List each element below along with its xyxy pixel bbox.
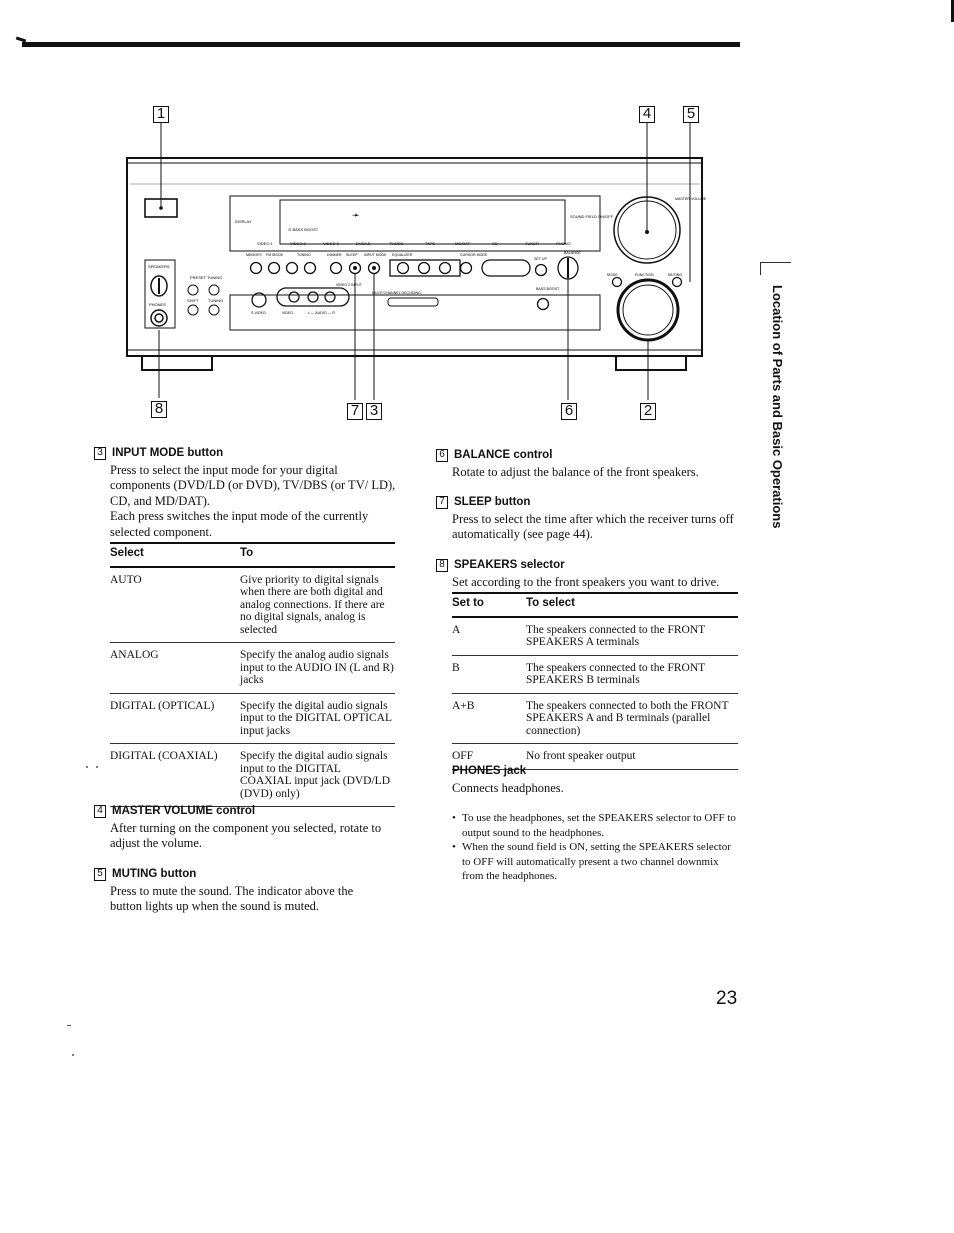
section-title: PHONES jack	[452, 765, 527, 777]
table-header: Set to	[452, 593, 526, 617]
section-body: Press to select the time after which the receiver turns off automatically (see page 44).	[452, 511, 734, 541]
svg-text:TAPE: TAPE	[425, 241, 436, 246]
svg-text:MD/DAT: MD/DAT	[455, 241, 471, 246]
left-foot	[142, 356, 212, 370]
display-frame	[230, 196, 600, 251]
header-rule	[22, 42, 740, 47]
section-title: SLEEP button	[454, 496, 531, 508]
svg-text:BALANCE: BALANCE	[564, 251, 581, 255]
section-title: MASTER VOLUME control	[112, 805, 256, 817]
sleep-section	[436, 495, 736, 543]
section-tab-marker	[760, 262, 791, 275]
section-body: Connects headphones.	[452, 780, 564, 795]
svg-text:EQUALIZER: EQUALIZER	[392, 253, 413, 257]
phones-section	[452, 764, 742, 796]
bass-boost-button	[538, 299, 549, 310]
table-cell: The speakers connected to both the FRONT SPEAKERS A and B terminals (parallel connection)	[526, 693, 738, 744]
section-number: 5	[94, 868, 106, 881]
table-cell: DIGITAL (COAXIAL)	[110, 744, 240, 807]
video2-input-jacks	[277, 288, 349, 306]
chapter-side-title-text: Location of Parts and Basic Operations	[770, 285, 785, 529]
svg-text:TUNING: TUNING	[297, 253, 311, 257]
page-number: 23	[716, 988, 738, 1009]
chapter-side-title	[745, 285, 805, 529]
speakers-label: SPEAKERS	[148, 264, 170, 269]
section-body: Set according to the front speakers you want to drive.	[452, 574, 720, 589]
master-volume-label: MASTER VOLUME	[675, 197, 707, 201]
mode-button	[613, 278, 622, 287]
function-buttons	[251, 257, 579, 279]
section-body: Rotate to adjust the balance of the front speakers.	[452, 464, 699, 479]
svg-text:TUNER: TUNER	[525, 241, 539, 246]
phones-jack	[151, 310, 167, 326]
muting-label: MUTING	[668, 273, 683, 277]
table-cell: DIGITAL (OPTICAL)	[110, 693, 240, 744]
bass-boost-label: BASS BOOST	[536, 287, 560, 291]
shift-label: SHIFT	[187, 298, 199, 303]
mode-label: MODE	[607, 273, 618, 277]
table-row	[452, 693, 738, 744]
scan-speck	[67, 1025, 71, 1026]
preset-tuning-label: PRESET TUNING	[190, 275, 223, 280]
section-number: 4	[94, 805, 106, 818]
callout-2: 2	[640, 403, 656, 420]
svg-text:MEMORY: MEMORY	[246, 253, 263, 257]
s-video-label: S-VIDEO	[251, 311, 266, 315]
svg-text:SLEEP: SLEEP	[346, 253, 358, 257]
callout-4: 4	[639, 106, 655, 123]
bass-boost-indicator: ⊙ BASS BOOST	[288, 227, 319, 232]
note-item: • To use the headphones, set the SPEAKERS selector to OFF to output sound to the headphones.	[452, 811, 742, 840]
speakers-section	[436, 558, 740, 770]
multi-channel-label: MULTI CHANNEL DECODING	[372, 291, 421, 295]
table-cell: ANALOG	[110, 643, 240, 694]
section-body: Press to mute the sound. The indicator above the button lights up when the sound is muted.	[110, 883, 354, 913]
section-title: MUTING button	[112, 868, 197, 880]
svg-text:PHONO: PHONO	[556, 241, 571, 246]
notes-list	[452, 811, 742, 884]
video2-input-label: VIDEO 2 INPUT	[336, 283, 362, 287]
scan-speck	[72, 1054, 74, 1056]
table-cell: Specify the digital audio signals input to the DIGITAL COAXIAL input jack (DVD/LD (DVD) only)	[240, 744, 395, 807]
audio-in-label: L — AUDIO — R	[308, 311, 335, 315]
section-title: SPEAKERS selector	[454, 559, 565, 571]
sound-field-label: SOUND FIELD ON/OFF	[570, 214, 614, 219]
receiver-front-panel-diagram	[120, 100, 720, 430]
section-number: 6	[436, 449, 448, 462]
master-volume-section	[94, 804, 400, 852]
svg-text:DIMMER: DIMMER	[327, 253, 342, 257]
note-item: • When the sound field is ON, setting the SPEAKERS selector to OFF will automatically present a two channel downmix from the headphones.	[452, 840, 742, 884]
display-window	[280, 200, 565, 244]
muting-button	[673, 278, 682, 287]
table-cell: The speakers connected to the FRONT SPEAKERS B terminals	[526, 655, 738, 693]
table-header: To select	[526, 593, 738, 617]
table-row	[452, 655, 738, 693]
input-mode-section	[94, 446, 400, 807]
receiver-body	[127, 158, 702, 356]
table-row	[110, 643, 395, 694]
multi-channel-indicator	[388, 298, 438, 306]
table-cell: Specify the digital audio signals input to the DIGITAL OPTICAL input jacks	[240, 693, 395, 744]
section-body: After turning on the component you selected, rotate to adjust the volume.	[110, 820, 382, 850]
callout-6: 6	[561, 403, 577, 420]
svg-text:FM MODE: FM MODE	[266, 253, 283, 257]
table-row	[452, 617, 738, 656]
table-cell: B	[452, 655, 526, 693]
input-mode-table	[110, 542, 395, 807]
video-in-label: VIDEO	[282, 311, 294, 315]
muting-section	[94, 867, 384, 915]
section-body: Press to select the input mode for your digital components (DVD/LD (or DVD), TV/DBS (or TV/ LD), CD, and MD/DAT).	[110, 462, 396, 508]
section-title: INPUT MODE button	[112, 447, 224, 459]
table-row	[110, 567, 395, 643]
front-panel-illustration	[120, 100, 720, 430]
table-cell: The speakers connected to the FRONT SPEAKERS A terminals	[526, 617, 738, 656]
svg-text:SET UP: SET UP	[534, 257, 547, 261]
callout-7: 7	[347, 403, 363, 420]
function-knob	[618, 280, 678, 340]
function-label: FUNCTION	[635, 273, 654, 277]
svg-text:CURSOR MODE: CURSOR MODE	[460, 253, 488, 257]
scan-speck	[96, 766, 98, 768]
right-foot	[616, 356, 686, 370]
balance-section	[436, 448, 736, 480]
callout-3: 3	[366, 403, 382, 420]
section-title: BALANCE control	[454, 449, 553, 461]
section-number: 7	[436, 496, 448, 509]
table-cell: A+B	[452, 693, 526, 744]
svg-text:VIDEO 2: VIDEO 2	[290, 241, 306, 246]
table-cell: A	[452, 617, 526, 656]
table-header: Select	[110, 543, 240, 567]
svg-text:TV/DBS: TV/DBS	[389, 241, 404, 246]
speakers-table	[452, 592, 738, 770]
scan-speck	[86, 766, 88, 768]
table-cell: OFF	[452, 744, 526, 770]
callout-8: 8	[151, 401, 167, 418]
svg-text:VIDEO 1: VIDEO 1	[257, 241, 273, 246]
table-header: To	[240, 543, 395, 567]
table-cell: AUTO	[110, 567, 240, 643]
callout-1: 1	[153, 106, 169, 123]
tuning-label-2: TUNING	[208, 298, 224, 303]
svg-text:DVD/LD: DVD/LD	[356, 241, 371, 246]
section-body: Each press switches the input mode of the currently selected component.	[110, 509, 369, 539]
table-row	[110, 693, 395, 744]
table-cell: Give priority to digital signals when there are both digital and analog connections. If there are no digital signals, analog is selected	[240, 567, 395, 643]
phones-label: PHONES	[149, 302, 166, 307]
display-glyph: ➛	[352, 210, 360, 220]
table-cell: No front speaker output	[526, 744, 738, 770]
svg-text:CD: CD	[492, 241, 498, 246]
section-number: 3	[94, 447, 106, 460]
callout-5: 5	[683, 106, 699, 123]
display-label: DISPLAY	[235, 219, 252, 224]
svg-text:INPUT MODE: INPUT MODE	[364, 253, 387, 257]
table-cell: Specify the analog audio signals input to the AUDIO IN (L and R) jacks	[240, 643, 395, 694]
table-row	[110, 744, 395, 807]
svg-text:VIDEO 3: VIDEO 3	[323, 241, 339, 246]
header-rule-tail	[16, 37, 26, 43]
section-number: 8	[436, 559, 448, 572]
callout-leaders	[159, 122, 690, 400]
